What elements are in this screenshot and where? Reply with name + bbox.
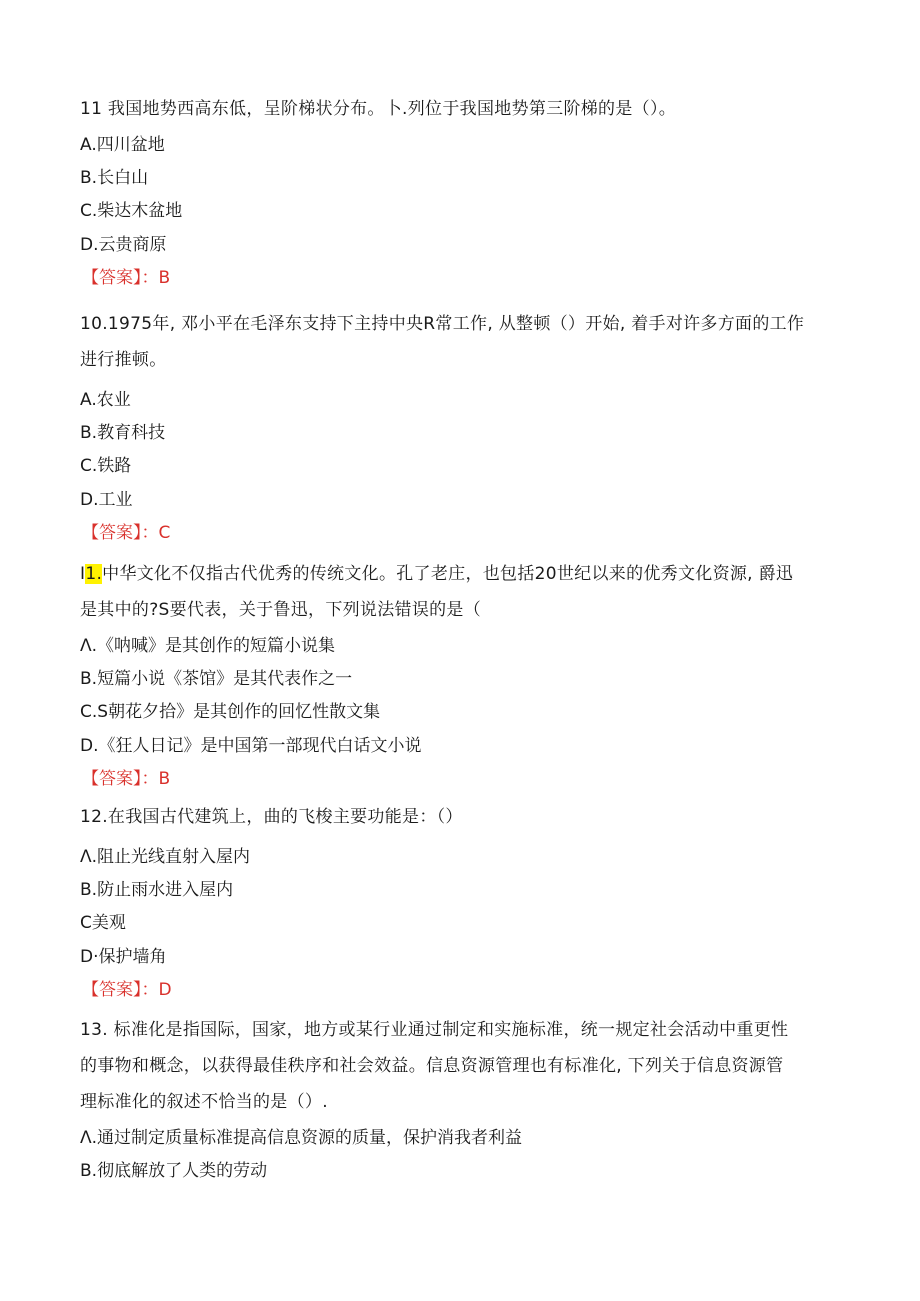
option-a: A.农业	[80, 390, 131, 410]
answer-label: 【答案】：B	[82, 267, 171, 288]
option-a: Λ.《呐喊》是其创作的短篇小说集	[80, 636, 336, 656]
question-stem-line: 10.1975年, 邓小平在毛泽东支持下主持中央R常工作, 从整顿（）开始, 着手对许多方面的工作	[80, 314, 805, 334]
option-d: D.工业	[80, 489, 133, 510]
option-b: B.防止雨水进入屋内	[80, 880, 234, 901]
question-stem	[80, 306, 840, 378]
question-stem-line: 是其中的?S要代表，关于鲁迅，下列说法错误的是（	[80, 600, 482, 620]
question-stem-line: 理标准化的叙述不恰当的是（）.	[80, 1092, 328, 1112]
option-b: B.教育科技	[80, 423, 166, 444]
option-c: C.S朝花夕拾》是其创作的回忆性散文集	[80, 702, 381, 723]
question-block-3	[80, 556, 840, 796]
question-stem-line: 11 我国地势西高东低，呈阶梯状分布。卜.列位于我国地势第三阶梯的是（）。	[80, 99, 677, 119]
option-c: C美观	[80, 913, 126, 934]
question-stem	[80, 799, 840, 835]
highlighted-number: 1.	[85, 564, 103, 584]
option-c: C.柴达木盆地	[80, 201, 183, 222]
question-stem-line: 中华文化不仅指古代优秀的传统文化。孔了老庄，也包括20世纪以来的优秀文化资源, 爵迅	[102, 564, 794, 584]
option-a: Λ.阻止光线直射入屋内	[80, 847, 251, 867]
option-c: C.铁路	[80, 456, 132, 477]
question-stem-line: 进行推顿。	[80, 350, 167, 370]
option-d: D.云贵商原	[80, 234, 167, 255]
answer-label: 【答案】：C	[82, 522, 171, 543]
answer-label: 【答案】：B	[82, 768, 171, 789]
question-stem	[80, 556, 840, 628]
option-b: B.彻底解放了人类的劳动	[80, 1161, 268, 1182]
question-stem	[80, 91, 840, 127]
question-stem	[80, 1012, 840, 1120]
question-stem-line: 12.在我国古代建筑上，曲的飞梭主要功能是：（）	[80, 807, 463, 827]
question-stem-line: 的事物和概念，以获得最佳秩序和社会效益。信息资源管理也有标准化, 下列关于信息资源管	[80, 1056, 784, 1076]
question-number-prefix: I	[80, 564, 86, 584]
question-block-1	[80, 91, 840, 295]
option-d: D·保护墙角	[80, 946, 167, 967]
question-block-5	[80, 1012, 840, 1188]
question-block-2	[80, 306, 840, 550]
option-d: D.《狂人日记》是中国第一部现代白话文小说	[80, 735, 422, 756]
option-b: B.短篇小说《茶馆》是其代表作之一	[80, 669, 353, 690]
option-a: A.四川盆地	[80, 135, 165, 155]
option-a: Λ.通过制定质量标准提高信息资源的质量，保护消我者利益	[80, 1128, 523, 1148]
question-stem-line: 13. 标准化是指国际，国家，地方或某行业通过制定和实施标准，统一规定社会活动中重更性	[80, 1020, 789, 1040]
answer-label: 【答案】：D	[82, 979, 172, 1000]
option-b: B.长白山	[80, 168, 149, 189]
question-block-4	[80, 799, 840, 1007]
